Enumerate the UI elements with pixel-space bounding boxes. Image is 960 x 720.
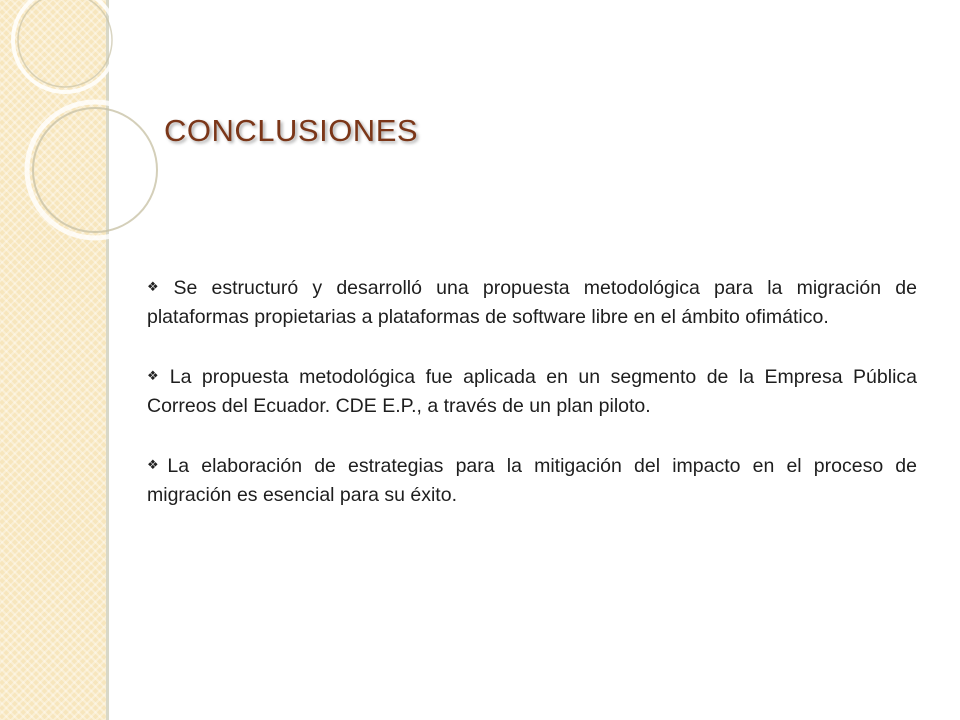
diamond-bullet-icon: ❖: [147, 457, 166, 472]
bullet-item-1: [147, 272, 917, 332]
decorative-ring-top-shadow: [18, 0, 112, 87]
decorative-ring-top: [13, 0, 117, 92]
decorative-ring-middle: [27, 102, 163, 238]
bullet-item-3: [147, 450, 917, 510]
decorative-ring-middle-shadow: [33, 108, 157, 232]
bullet-text-1: Se estructuró y desarrolló una propuesta metodológica para la migración de plataformas propietarias a plataformas de software libre en el ámbito ofimático.: [147, 277, 917, 328]
bullet-item-2: [147, 361, 917, 421]
bullet-text-2: La propuesta metodológica fue aplicada en un segmento de la Empresa Pública Correos del Ecuador. CDE E.P., a través de un plan piloto.: [147, 366, 917, 417]
bullet-text-3: La elaboración de estrategias para la mitigación del impacto en el proceso de migración es esencial para su éxito.: [147, 455, 918, 506]
diamond-bullet-icon: ❖: [147, 368, 164, 383]
bullet-list: [147, 272, 917, 539]
slide-title: CONCLUSIONES: [164, 113, 419, 148]
diamond-bullet-icon: ❖: [147, 279, 168, 294]
